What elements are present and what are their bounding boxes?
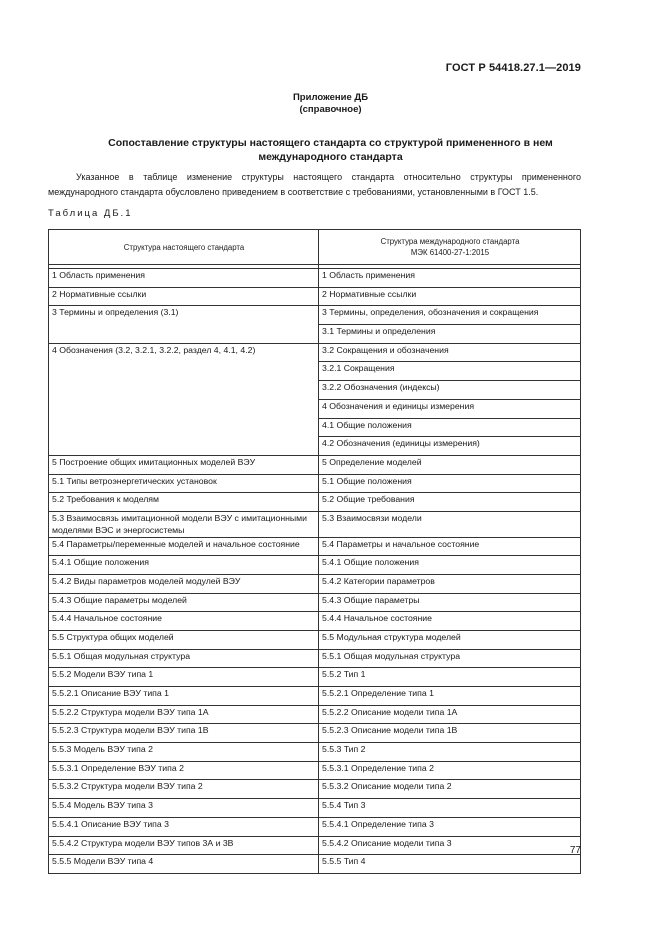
cell-international: 3 Термины, определения, обозначения и сокращения (319, 306, 581, 325)
table-row (49, 817, 581, 836)
table-row (49, 612, 581, 631)
cell-national: 5.5.3.1 Определение ВЭУ типа 2 (49, 761, 319, 780)
cell-national: 5.5.2 Модели ВЭУ типа 1 (49, 668, 319, 687)
cell-international: 3.1 Термины и определения (319, 325, 581, 344)
table-row (49, 799, 581, 818)
cell-national: 5.5.2.2 Структура модели ВЭУ типа 1А (49, 705, 319, 724)
table-row (49, 780, 581, 799)
cell-international: 5.5.2.3 Описание модели типа 1В (319, 724, 581, 743)
table-row (49, 493, 581, 512)
table-row (49, 836, 581, 855)
cell-international: 5 Определение моделей (319, 455, 581, 474)
cell-international: 5.2 Общие требования (319, 493, 581, 512)
header-international-line2: МЭК 61400-27-1:2015 (410, 248, 490, 257)
cell-national: 5.1 Типы ветроэнергетических установок (49, 474, 319, 493)
cell-international: 3.2.2 Обозначения (индексы) (319, 381, 581, 400)
cell-international: 5.5.3.2 Описание модели типа 2 (319, 780, 581, 799)
cell-international: 5.5.4.2 Описание модели типа 3 (319, 836, 581, 855)
table-header-row (49, 230, 581, 265)
cell-international: 5.5 Модульная структура моделей (319, 630, 581, 649)
table-row (49, 724, 581, 743)
cell-national: 5.4.2 Виды параметров моделей модулей ВЭУ (49, 574, 319, 593)
cell-international: 5.5.4 Тип 3 (319, 799, 581, 818)
cell-international: 4 Обозначения и единицы измерения (319, 399, 581, 418)
table-row (49, 649, 581, 668)
table-row (49, 630, 581, 649)
table-row (49, 593, 581, 612)
cell-international: 4.2 Обозначения (единицы измерения) (319, 437, 581, 456)
table-row (49, 474, 581, 493)
cell-national: 1 Область применения (49, 269, 319, 288)
table-row (49, 306, 581, 325)
page-number: 77 (569, 845, 581, 856)
cell-national: 4 Обозначения (3.2, 3.2.1, 3.2.2, раздел 4, 4.1, 4.2) (49, 343, 319, 455)
cell-national: 5.5 Структура общих моделей (49, 630, 319, 649)
table-row (49, 687, 581, 706)
cell-international: 5.1 Общие положения (319, 474, 581, 493)
cell-national: 3 Термины и определения (3.1) (49, 306, 319, 343)
cell-national: 5.5.3 Модель ВЭУ типа 2 (49, 743, 319, 762)
appendix-subtitle: (справочное) (299, 104, 362, 115)
header-international-line1: Структура международного стандарта (380, 237, 520, 246)
cell-national: 2 Нормативные ссылки (49, 287, 319, 306)
cell-international: 5.5.2.2 Описание модели типа 1А (319, 705, 581, 724)
cell-international: 5.4 Параметры и начальное состояние (319, 537, 581, 556)
cell-international: 5.4.2 Категории параметров (319, 574, 581, 593)
header-national-structure: Структура настоящего стандарта (49, 230, 319, 265)
cell-international: 5.5.3 Тип 2 (319, 743, 581, 762)
table-row (49, 511, 581, 537)
cell-national: 5.5.1 Общая модульная структура (49, 649, 319, 668)
table-row (49, 287, 581, 306)
structure-comparison-table (48, 229, 581, 874)
table-row (49, 855, 581, 874)
cell-national: 5.4.1 Общие положения (49, 556, 319, 575)
cell-national: 5.2 Требования к моделям (49, 493, 319, 512)
cell-national: 5.4 Параметры/переменные моделей и начальное состояние (49, 537, 319, 556)
appendix-header (0, 92, 661, 116)
cell-national: 5.5.3.2 Структура модели ВЭУ типа 2 (49, 780, 319, 799)
table-row (49, 537, 581, 556)
table-row (49, 705, 581, 724)
table-row (49, 455, 581, 474)
section-heading: Сопоставление структуры настоящего стандарта со структурой примененного в нем международного стандарта (108, 137, 553, 163)
table-row (49, 574, 581, 593)
cell-international: 5.5.4.1 Определение типа 3 (319, 817, 581, 836)
cell-international: 5.5.3.1 Определение типа 2 (319, 761, 581, 780)
cell-international: 3.2 Сокращения и обозначения (319, 343, 581, 362)
cell-international: 2 Нормативные ссылки (319, 287, 581, 306)
cell-national: 5.5.4.1 Описание ВЭУ типа 3 (49, 817, 319, 836)
cell-national: 5.4.3 Общие параметры моделей (49, 593, 319, 612)
table-caption: Таблица ДБ.1 (48, 208, 133, 219)
cell-international: 5.4.4 Начальное состояние (319, 612, 581, 631)
appendix-title: Приложение ДБ (292, 92, 369, 103)
cell-international: 5.4.1 Общие положения (319, 556, 581, 575)
intro-paragraph: Указанное в таблице изменение структуры настоящего стандарта относительно структуры примененного международного стандарта обусловлено приведением в соответствие с требованиями, установленными в ГОСТ 1.5. (48, 172, 581, 197)
table-row (49, 269, 581, 288)
cell-national: 5.4.4 Начальное состояние (49, 612, 319, 631)
cell-international: 5.5.2.1 Определение типа 1 (319, 687, 581, 706)
cell-international: 5.5.5 Тип 4 (319, 855, 581, 874)
table-body (49, 265, 581, 874)
table-row (49, 761, 581, 780)
cell-national: 5.5.2.1 Описание ВЭУ типа 1 (49, 687, 319, 706)
cell-international: 3.2.1 Сокращения (319, 362, 581, 381)
cell-national: 5.5.5 Модели ВЭУ типа 4 (49, 855, 319, 874)
cell-national: 5.3 Взаимосвязь имитационной модели ВЭУ с имитационными моделями ВЭС и энергосистемы (49, 511, 319, 537)
document-code: ГОСТ Р 54418.27.1—2019 (445, 62, 581, 74)
cell-international: 5.5.2 Тип 1 (319, 668, 581, 687)
table-row (49, 743, 581, 762)
cell-national: 5.5.4.2 Структура модели ВЭУ типов 3А и 3В (49, 836, 319, 855)
cell-international: 5.4.3 Общие параметры (319, 593, 581, 612)
cell-international: 1 Область применения (319, 269, 581, 288)
header-international-structure (319, 230, 581, 265)
table-row (49, 668, 581, 687)
cell-international: 4.1 Общие положения (319, 418, 581, 437)
cell-international: 5.3 Взаимосвязи модели (319, 511, 581, 537)
table-row (49, 556, 581, 575)
cell-international: 5.5.1 Общая модульная структура (319, 649, 581, 668)
cell-national: 5.5.4 Модель ВЭУ типа 3 (49, 799, 319, 818)
table-row (49, 343, 581, 362)
cell-national: 5.5.2.3 Структура модели ВЭУ типа 1В (49, 724, 319, 743)
cell-national: 5 Построение общих имитационных моделей ВЭУ (49, 455, 319, 474)
